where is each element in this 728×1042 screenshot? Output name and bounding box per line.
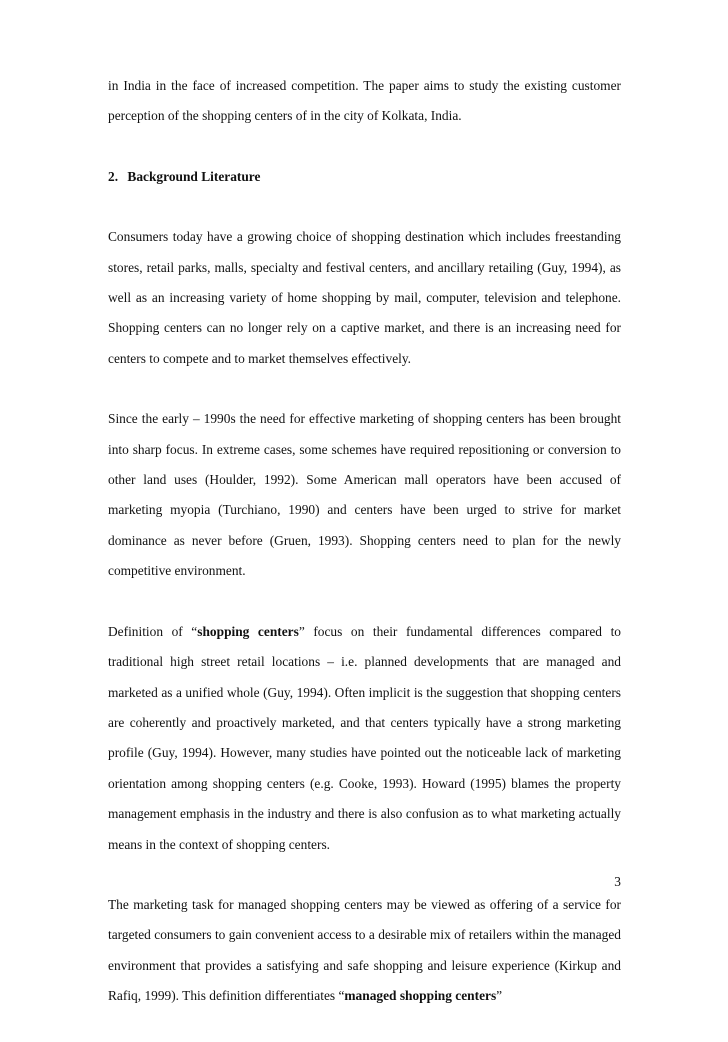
paragraph-marketing-task-end: ”: [496, 988, 503, 1004]
paragraph-definition-rest: ” focus on their fundamental differences compared to traditional high street retail locations – i.e. planned developments that are managed and marketed as a unified whole (Guy, 1994). Often implicit is the suggestion that shopping centers are coherently and proactively marketed, and that centers typically have a strong marketing profile (Guy, 1994). However, many studies have pointed out the noticeable lack of marketing orientation among shopping centers (e.g. Cooke, 1993). Howard (1995) blames the property management emphasis in the industry and there is also confusion as to what marketing actually means in the context of shopping centers.: [108, 623, 621, 852]
paragraph-definition: [108, 617, 621, 860]
term-shopping-centers: shopping centers: [197, 623, 299, 639]
page-number: 3: [614, 874, 621, 889]
paragraph-definition-start: Definition of “: [108, 623, 198, 639]
paragraph-marketing-task: [108, 890, 621, 1012]
paragraph-early-1990s: Since the early – 1990s the need for effective marketing of shopping centers has been brought into sharp focus. In extreme cases, some schemes have required repositioning or conversion to other land uses (Houlder, 1992). Some American mall operators have been accused of marketing myopia (Turchiano, 1990) and centers have been urged to strive for market dominance as never before (Gruen, 1993). Shopping centers need to plan for the newly competitive environment.: [108, 411, 621, 579]
section-title: Background Literature: [127, 168, 261, 184]
term-managed-shopping-centers: managed shopping centers: [344, 988, 497, 1004]
paragraph-intro: in India in the face of increased competition. The paper aims to study the existing customer perception of the shopping centers of in the city of Kolkata, India.: [108, 78, 621, 124]
section-heading: [108, 162, 621, 192]
paragraph-consumers: Consumers today have a growing choice of shopping destination which includes freestanding stores, retail parks, malls, specialty and festival centers, and ancillary retailing (Guy, 1994), as well as an increasing variety of home shopping by mail, computer, television and telephone. Shopping centers can no longer rely on a captive market, and there is an increasing need for centers to compete and to market themselves effectively.: [108, 229, 621, 366]
body-text: [108, 71, 621, 1042]
section-number: 2.: [108, 168, 119, 184]
paragraph-marketing-task-start: The marketing task for managed shopping centers may be viewed as offering of a service for targeted consumers to gain convenient access to a desirable mix of retailers within the managed environment that provides a satisfying and safe shopping and leisure experience (Kirkup and Rafiq, 1999). This definition differentiates “: [108, 896, 621, 1004]
